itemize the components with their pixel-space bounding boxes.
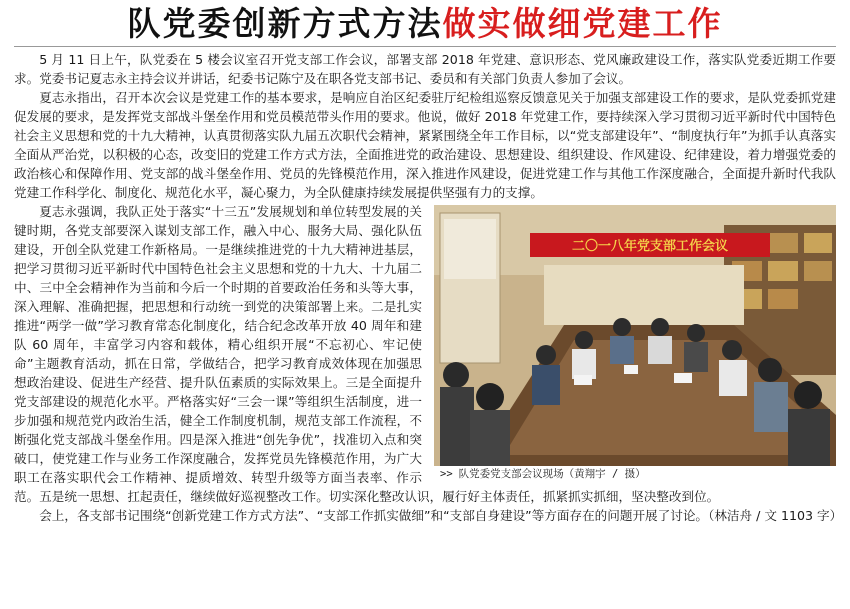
meeting-photo bbox=[434, 205, 836, 466]
title-divider bbox=[14, 46, 836, 47]
headline bbox=[0, 4, 850, 44]
meeting-banner-text: 二〇一八年党支部工作会议 bbox=[571, 239, 729, 254]
photo-caption bbox=[434, 466, 836, 486]
meeting-photo-illustration bbox=[434, 205, 836, 466]
article-body bbox=[14, 50, 843, 525]
caption-text: 队党委党支部会议现场（黄翔宇 / 摄） bbox=[458, 468, 646, 480]
paragraph-3: 夏志永强调，我队正处于落实“十三五”发展规划和单位转型发展的关键时期，各党支部要深入谋划支部工作，融入中心、服务大局、强化队伍建设，开创全队党建工作新格局。一是继续推进党的十九大精神进基层，把学习贯彻习近平新时代中国特色社会主义思想和党的十九大、十九届二中、三中全会精神作为当前和今后一个时期的首要政治任务和头等大事，深入理解、准确把握，把思想和行动统一到党的决策部署上来。二是扎实推进“两学一做”学习教育常态化制度化，结合纪念改革开放 40 周年和建队 60 周年，丰富学习内容和载体，精心组织开展“不忘初心、牢记使命”主题教育活动，抓在日常，学做结合，把学习教育成效体现在加强思想政治建设、促进生产经营、提升队伍素质的实际效果上。三是全面提升党支部建设的规范化水平。严格落实好“三会一课”等组织生活制度，进一步加强和规范党内政治生活，健全工作制度机制，规范支部工作流程，不断强化党支部战斗堡垒作用。四是深入推进“创先争优”，找准切入点和突破口，使党建工作与业务工作深度融合，发挥党员先锋模范作用，为广大职工在落实职代会工作精神、提质增效、转型升级等方面当表率、作示范。五是统一思想、扛起责任，继续做好巡视整改工作。切实深化整改认识，履行好主体责任，抓紧抓实抓细，坚决整改到位。 bbox=[14, 204, 720, 504]
paragraph-4: 会上，各支部书记围绕“创新党建工作方式方法”、“支部工作抓实做细”和“支部自身建设”等方面存在的问题开展了讨论。（林洁舟 / 文 1103 字） bbox=[39, 508, 843, 523]
paragraph-1: 5 月 11 日上午，队党委在 5 楼会议室召开党支部工作会议，部署支部 2018 年党建、意识形态、党风廉政建设工作，落实队党委近期工作要求。党委书记夏志永主持会议并讲话，纪委书记陈宁及在职各党支部书记、委员和有关部门负责人参加了会议。 bbox=[14, 52, 836, 86]
headline-part-black: 队党委创新方式方法 bbox=[127, 4, 443, 43]
photo-figure bbox=[434, 205, 836, 486]
caption-prefix: >> bbox=[440, 468, 453, 480]
paragraph-2: 夏志永指出，召开本次会议是党建工作的基本要求，是响应自治区纪委驻厅纪检组巡察反馈意见关于加强支部建设工作的要求，是队党委抓党建促发展的要求，是发挥党支部战斗堡垒作用和党员模范带头作用的要求。他说，做好 2018 年党建工作，要持续深入学习贯彻习近平新时代中国特色社会主义思想和党的十九大精神，认真贯彻落实队九届五次职代会精神，紧紧围绕全年工作目标，以“党支部建设年”、“制度执行年”为抓手认真落实全面从严治党，以积极的心态，改变旧的党建工作方式方法，全面推进党的政治建设、思想建设、组织建设、作风建设、纪律建设，着力增强党委的政治核心和保障作用、党支部的战斗堡垒作用、党员的先锋模范作用，深入推进作风建设，促进党建工作与其他工作深度融合，全面提升新时代我队党建工作科学化、制度化、规范化水平，凝心聚力，为全队健康持续发展提供坚强有力的支撑。 bbox=[14, 90, 836, 200]
headline-part-red: 做实做细党建工作 bbox=[442, 4, 723, 43]
